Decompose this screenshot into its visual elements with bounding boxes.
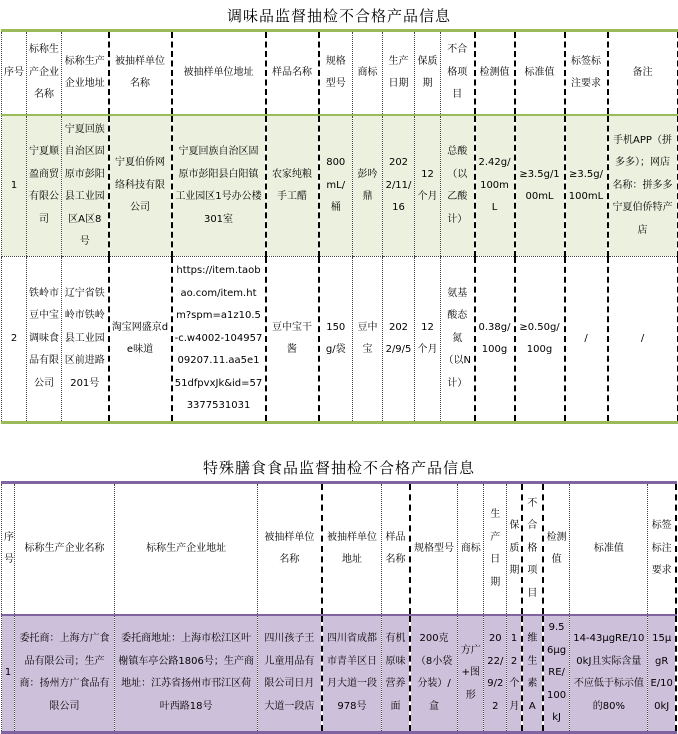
cell-detected-value: 0.38g/100g	[475, 257, 515, 423]
cell-spec: 800mL/桶	[319, 115, 353, 257]
special-diet-section	[0, 452, 678, 734]
column-header: 标签标注要求	[565, 31, 608, 116]
cell-failed-item: 维生素A	[522, 615, 543, 732]
cell-shelf-life: 12个月	[507, 615, 522, 732]
seasoning-table-title: 调味品监督抽检不合格产品信息	[226, 7, 451, 25]
column-header: 样品名称	[266, 31, 319, 116]
cell-production-date: 2022/9/5	[383, 257, 415, 423]
column-header: 商标	[458, 483, 484, 616]
cell-production-date: 2022/11/16	[383, 115, 415, 257]
table-row	[2, 257, 678, 423]
special-diet-table	[1, 481, 677, 734]
cell-seq: 1	[2, 615, 15, 732]
column-header: 序号	[2, 483, 15, 616]
cell-sampled-unit-address: https://item.taobao.com/item.htm?spm=a1z10.5-c.w4002-10495709207.11.aa5e151dfpvxJk&id=573377531031	[172, 257, 266, 423]
column-header: 检测值	[543, 483, 570, 616]
cell-shelf-life: 12个月	[415, 115, 441, 257]
special-diet-table-title: 特殊膳食食品监督抽检不合格产品信息	[202, 459, 475, 477]
column-header: 备注	[608, 31, 678, 116]
cell-failed-item: 总酸（以乙酸计）	[441, 115, 475, 257]
cell-label-requirement: /	[565, 257, 608, 423]
cell-remark: /	[608, 257, 678, 423]
column-header: 标称生产企业地址	[62, 31, 109, 116]
column-header: 被抽样单位名称	[258, 483, 322, 616]
cell-label-requirement: ≥3.5g/100mL	[565, 115, 608, 257]
cell-brand: 豆中宝	[353, 257, 383, 423]
column-header: 保质期	[507, 483, 522, 616]
cell-sampled-unit-name: 四川孩子王儿童用品有限公司日月大道一段店	[258, 615, 322, 732]
cell-label-requirement: 15μgRE/100kJ	[648, 615, 676, 732]
column-header: 标称生产企业地址	[115, 483, 258, 616]
cell-detected-value: 9.56μgRE/100kJ	[543, 615, 570, 732]
seasoning-table	[1, 29, 678, 424]
column-header: 标称生产企业名称	[15, 483, 115, 616]
table-header-row	[2, 483, 677, 616]
cell-sampled-unit-address: 宁夏回族自治区固原市彭阳县白阳镇工业园区1号办公楼301室	[172, 115, 266, 257]
cell-brand: 方广+图形	[458, 615, 484, 732]
cell-producer-name: 宁夏顺盈商贸有限公司	[27, 115, 62, 257]
cell-sample-name: 豆中宝干酱	[266, 257, 319, 423]
column-header: 被抽样单位地址	[172, 31, 266, 116]
column-header: 规格型号	[319, 31, 353, 116]
cell-sampled-unit-address: 四川省成都市青羊区日月大道一段978号	[322, 615, 382, 732]
column-header: 被抽样单位地址	[322, 483, 382, 616]
column-header: 被抽样单位名称	[109, 31, 172, 116]
column-header: 规格型号	[410, 483, 458, 616]
column-header: 生产日期	[484, 483, 507, 616]
cell-sampled-unit-name: 淘宝网盛京de味道	[109, 257, 172, 423]
cell-producer-address: 辽宁省铁岭市铁岭县工业园区前进路201号	[62, 257, 109, 423]
column-header: 商标	[353, 31, 383, 116]
table-header-row	[2, 31, 678, 116]
column-header: 检测值	[475, 31, 515, 116]
column-header: 不合格项目	[441, 31, 475, 116]
column-header: 保质期	[415, 31, 441, 116]
column-header: 不合格项目	[522, 483, 543, 616]
cell-detected-value: 2.42g/100mL	[475, 115, 515, 257]
cell-producer-name: 委托商：上海方广食品有限公司；生产商：扬州方广食品有限公司	[15, 615, 115, 732]
cell-sample-name: 农家纯粮手工醋	[266, 115, 319, 257]
cell-brand: 彭吟鼎	[353, 115, 383, 257]
column-header: 标准值	[515, 31, 565, 116]
cell-seq: 1	[2, 115, 27, 257]
cell-producer-address: 委托商地址：上海市松江区叶榭镇车亭公路1806号；生产商地址：江苏省扬州市邗江区荷叶西路18号	[115, 615, 258, 732]
cell-producer-name: 铁岭市豆中宝调味食品有限公司	[27, 257, 62, 423]
cell-standard-value: 14-43μgRE/100kJ且实际含量不应低于标示值的80%	[570, 615, 648, 732]
cell-standard-value: ≥0.50g/100g	[515, 257, 565, 423]
cell-spec: 150g/袋	[319, 257, 353, 423]
cell-standard-value: ≥3.5g/100mL	[515, 115, 565, 257]
table-row	[2, 115, 678, 257]
cell-failed-item: 氨基酸态氮（以N计）	[441, 257, 475, 423]
column-header: 标称生产企业名称	[27, 31, 62, 116]
column-header: 序号	[2, 31, 27, 116]
cell-sampled-unit-name: 宁夏伯侨网络科技有限公司	[109, 115, 172, 257]
column-header: 生产日期	[383, 31, 415, 116]
cell-remark: 手机APP（拼多多）；网店名称：拼多多宁夏伯侨特产店	[608, 115, 678, 257]
column-header: 标签标注要求	[648, 483, 676, 616]
cell-production-date: 2022/9/22	[484, 615, 507, 732]
cell-sample-name: 有机原味营养面	[382, 615, 410, 732]
cell-shelf-life: 12个月	[415, 257, 441, 423]
column-header: 样品名称	[382, 483, 410, 616]
cell-spec: 200克（8小袋分装）/盒	[410, 615, 458, 732]
cell-producer-address: 宁夏回族自治区固原市彭阳县工业园区A区8号	[62, 115, 109, 257]
column-header: 标准值	[570, 483, 648, 616]
table-row	[2, 615, 677, 732]
cell-seq: 2	[2, 257, 27, 423]
